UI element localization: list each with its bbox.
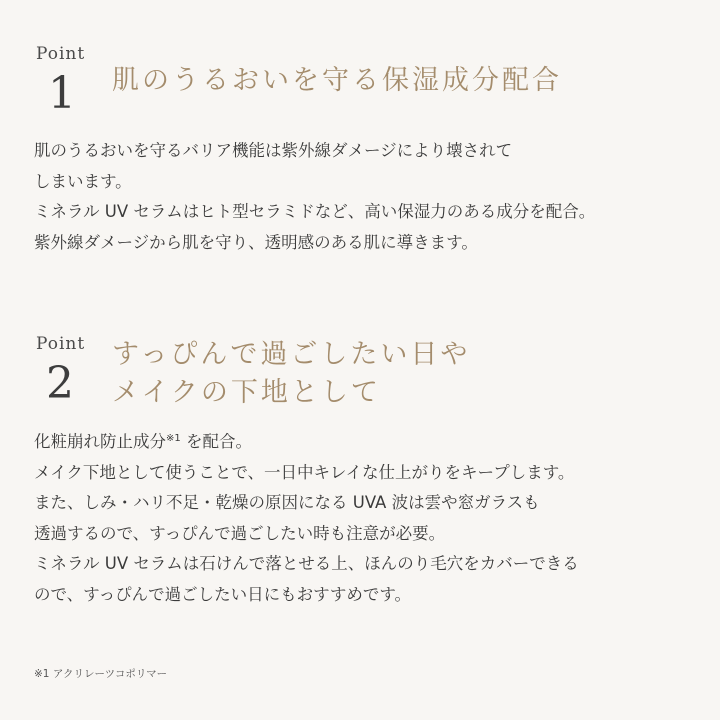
point-2-number: 2 — [46, 358, 74, 409]
body-line: メイク下地として使うことで、一日中キレイな仕上がりをキープします。 — [34, 462, 575, 482]
body-line: ミネラル UV セラムは石けんで落とせる上、ほんのり毛穴をカバーできる — [34, 554, 579, 573]
point-1-body — [34, 136, 694, 258]
body-line: また、しみ・ハリ不足・乾燥の原因になる UVA 波は雲や窓ガラスも — [34, 493, 540, 512]
body-line: 紫外線ダメージから肌を守り、透明感のある肌に導きます。 — [34, 232, 478, 252]
body-line: しまいます。 — [34, 171, 132, 191]
point-2-label: Point — [36, 334, 86, 354]
body-text: を配合。 — [180, 432, 252, 451]
footnote-marker: ※1 — [166, 433, 181, 444]
point-2-heading-line-1: すっぴんで過ごしたい日や — [112, 339, 471, 370]
point-1-heading: 肌のうるおいを守る保湿成分配合 — [112, 65, 562, 96]
point-2-heading — [112, 336, 470, 412]
footnote: ※1 アクリレーツコポリマー — [34, 668, 168, 680]
point-2-heading-line-2: メイクの下地として — [112, 376, 381, 408]
body-line: ので、すっぴんで過ごしたい日にもおすすめです。 — [34, 584, 412, 604]
point-2-body — [34, 424, 694, 610]
body-line: ミネラル UV セラムはヒト型セラミドなど、高い保湿力のある成分を配合。 — [34, 202, 596, 221]
body-line: 透過するので、すっぴんで過ごしたい時も注意が必要。 — [34, 523, 446, 543]
body-line-first — [34, 424, 694, 458]
body-line: 肌のうるおいを守るバリア機能は紫外線ダメージにより壊されて — [34, 141, 513, 160]
body-text: 化粧崩れ防止成分 — [34, 432, 166, 451]
point-1-label: Point — [36, 44, 86, 64]
point-1-number: 1 — [48, 68, 76, 119]
